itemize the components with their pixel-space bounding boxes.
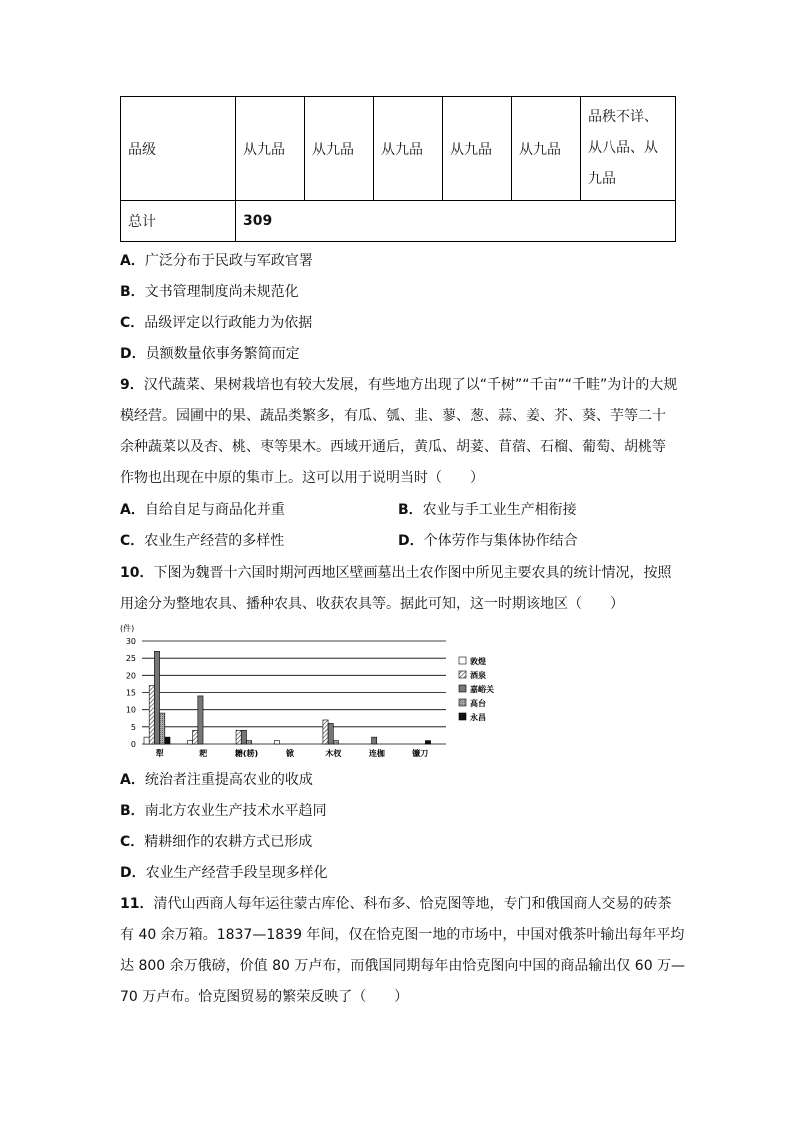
x-tick-label: 犁 bbox=[155, 749, 164, 758]
total-row bbox=[121, 201, 676, 242]
rank-cell-line: 品秩不详、 bbox=[588, 109, 658, 125]
y-tick-label: 30 bbox=[125, 637, 136, 646]
bar bbox=[236, 730, 241, 744]
q9-line: 模经营。园圃中的果、蔬品类繁多，有瓜、瓠、韭、蓼、葱、蒜、姜、芥、葵、芋等二十 bbox=[120, 408, 666, 424]
x-tick-label: 锨 bbox=[286, 749, 294, 758]
bar bbox=[193, 730, 198, 744]
q8-option-b: B．文书管理制度尚未规范化 bbox=[120, 284, 299, 300]
farm-tools-bar-chart bbox=[118, 620, 508, 765]
rank-header: 品级 bbox=[121, 97, 236, 201]
rank-table bbox=[120, 96, 676, 242]
q10-option-d: D．农业生产经营手段呈现多样化 bbox=[120, 865, 328, 881]
rank-cell: 从九品 bbox=[236, 97, 305, 201]
x-tick-label: 镰刀 bbox=[412, 749, 429, 758]
q8-option-a: A．广泛分布于民政与军政官署 bbox=[120, 253, 313, 269]
bar bbox=[274, 741, 279, 744]
bar bbox=[328, 723, 333, 744]
bar bbox=[241, 730, 246, 744]
rank-cell: 从九品 bbox=[374, 97, 443, 201]
x-tick-label: 耱(耢) bbox=[234, 749, 259, 758]
legend-label: 高台 bbox=[470, 699, 486, 708]
q10-option-a: A．统治者注重提高农业的收成 bbox=[120, 772, 313, 788]
q11-line: 有 40 余万箱。1837—1839 年间，仅在恰克图一地的市场中，中国对俄茶叶输出每年平均 bbox=[120, 927, 685, 943]
q10-option-c: C．精耕细作的农耕方式已形成 bbox=[120, 834, 313, 850]
rank-cell: 从九品 bbox=[512, 97, 581, 201]
legend-label: 永昌 bbox=[470, 713, 486, 722]
total-header: 总计 bbox=[121, 201, 236, 242]
bar bbox=[425, 741, 430, 744]
legend-swatch bbox=[459, 657, 466, 664]
legend-swatch bbox=[459, 685, 466, 692]
legend-swatch bbox=[459, 713, 466, 720]
q9-line: 余种蔬菜以及杏、桃、枣等果木。西域开通后，黄瓜、胡荽、苜蓿、石榴、葡萄、胡桃等 bbox=[120, 439, 666, 455]
rank-row bbox=[121, 97, 676, 201]
y-tick-label: 25 bbox=[125, 654, 136, 664]
q9-option-b: B．农业与手工业生产相衔接 bbox=[398, 502, 577, 518]
bar bbox=[372, 737, 377, 744]
rank-cell-last bbox=[581, 97, 676, 201]
total-value: 309 bbox=[236, 201, 676, 242]
bar bbox=[149, 686, 154, 744]
q11-line: 11．清代山西商人每年运往蒙古库伦、科布多、恰克图等地，专门和俄国商人交易的砖茶 bbox=[120, 896, 672, 912]
bar bbox=[160, 713, 165, 744]
q8-option-c: C．品级评定以行政能力为依据 bbox=[120, 315, 313, 331]
legend-label: 嘉峪关 bbox=[470, 685, 494, 694]
q9-option-c: C．农业生产经营的多样性 bbox=[120, 533, 285, 549]
q8-option-d: D．员额数量依事务繁简而定 bbox=[120, 346, 300, 362]
y-tick-label: 0 bbox=[130, 740, 136, 749]
y-tick-label: 15 bbox=[125, 688, 136, 698]
legend-swatch bbox=[459, 671, 466, 678]
q11-line: 70 万卢布。恰克图贸易的繁荣反映了（ ） bbox=[120, 989, 409, 1005]
x-tick-label: 耙 bbox=[199, 749, 208, 758]
rank-cell: 从九品 bbox=[305, 97, 374, 201]
q10-line: 用途分为整地农具、播种农具、收获农具等。据此可知，这一时期该地区（ ） bbox=[120, 596, 624, 612]
bar bbox=[198, 696, 203, 744]
q9-option-d: D．个体劳作与集体协作结合 bbox=[398, 533, 578, 549]
legend-label: 敦煌 bbox=[470, 657, 486, 666]
y-tick-label: 5 bbox=[130, 722, 136, 732]
y-tick-label: 20 bbox=[125, 671, 136, 681]
bar bbox=[154, 651, 159, 744]
bar bbox=[333, 741, 338, 744]
q10-line: 10．下图为魏晋十六国时期河西地区壁画墓出土农作图中所见主要农具的统计情况，按照 bbox=[120, 565, 672, 581]
y-tick-label: 10 bbox=[125, 705, 136, 715]
bar bbox=[165, 737, 170, 744]
bar bbox=[144, 737, 149, 744]
rank-cell-line: 九品 bbox=[588, 171, 616, 187]
q11-line: 达 800 余万俄磅，价值 80 万卢布，而俄国同期每年由恰克图向中国的商品输出仅 60 万— bbox=[120, 958, 686, 974]
rank-cell: 从九品 bbox=[443, 97, 512, 201]
x-tick-label: 木杈 bbox=[325, 749, 342, 758]
x-tick-label: 连枷 bbox=[368, 749, 385, 758]
q9-option-a: A．自给自足与商品化并重 bbox=[120, 502, 285, 518]
bar bbox=[246, 741, 251, 744]
q10-option-b: B．南北方农业生产技术水平趋同 bbox=[120, 803, 327, 819]
q9-line: 9．汉代蔬菜、果树栽培也有较大发展，有些地方出现了以“千树”“千亩”“千畦”为计的大规 bbox=[120, 377, 678, 393]
bar bbox=[187, 741, 192, 744]
y-axis-label: (件) bbox=[120, 624, 135, 633]
rank-cell-line: 从八品、从 bbox=[588, 140, 658, 156]
bar bbox=[323, 720, 328, 744]
legend-label: 酒泉 bbox=[470, 671, 486, 680]
q9-line: 作物也出现在中原的集市上。这可以用于说明当时（ ） bbox=[120, 470, 484, 486]
legend-swatch bbox=[459, 699, 466, 706]
